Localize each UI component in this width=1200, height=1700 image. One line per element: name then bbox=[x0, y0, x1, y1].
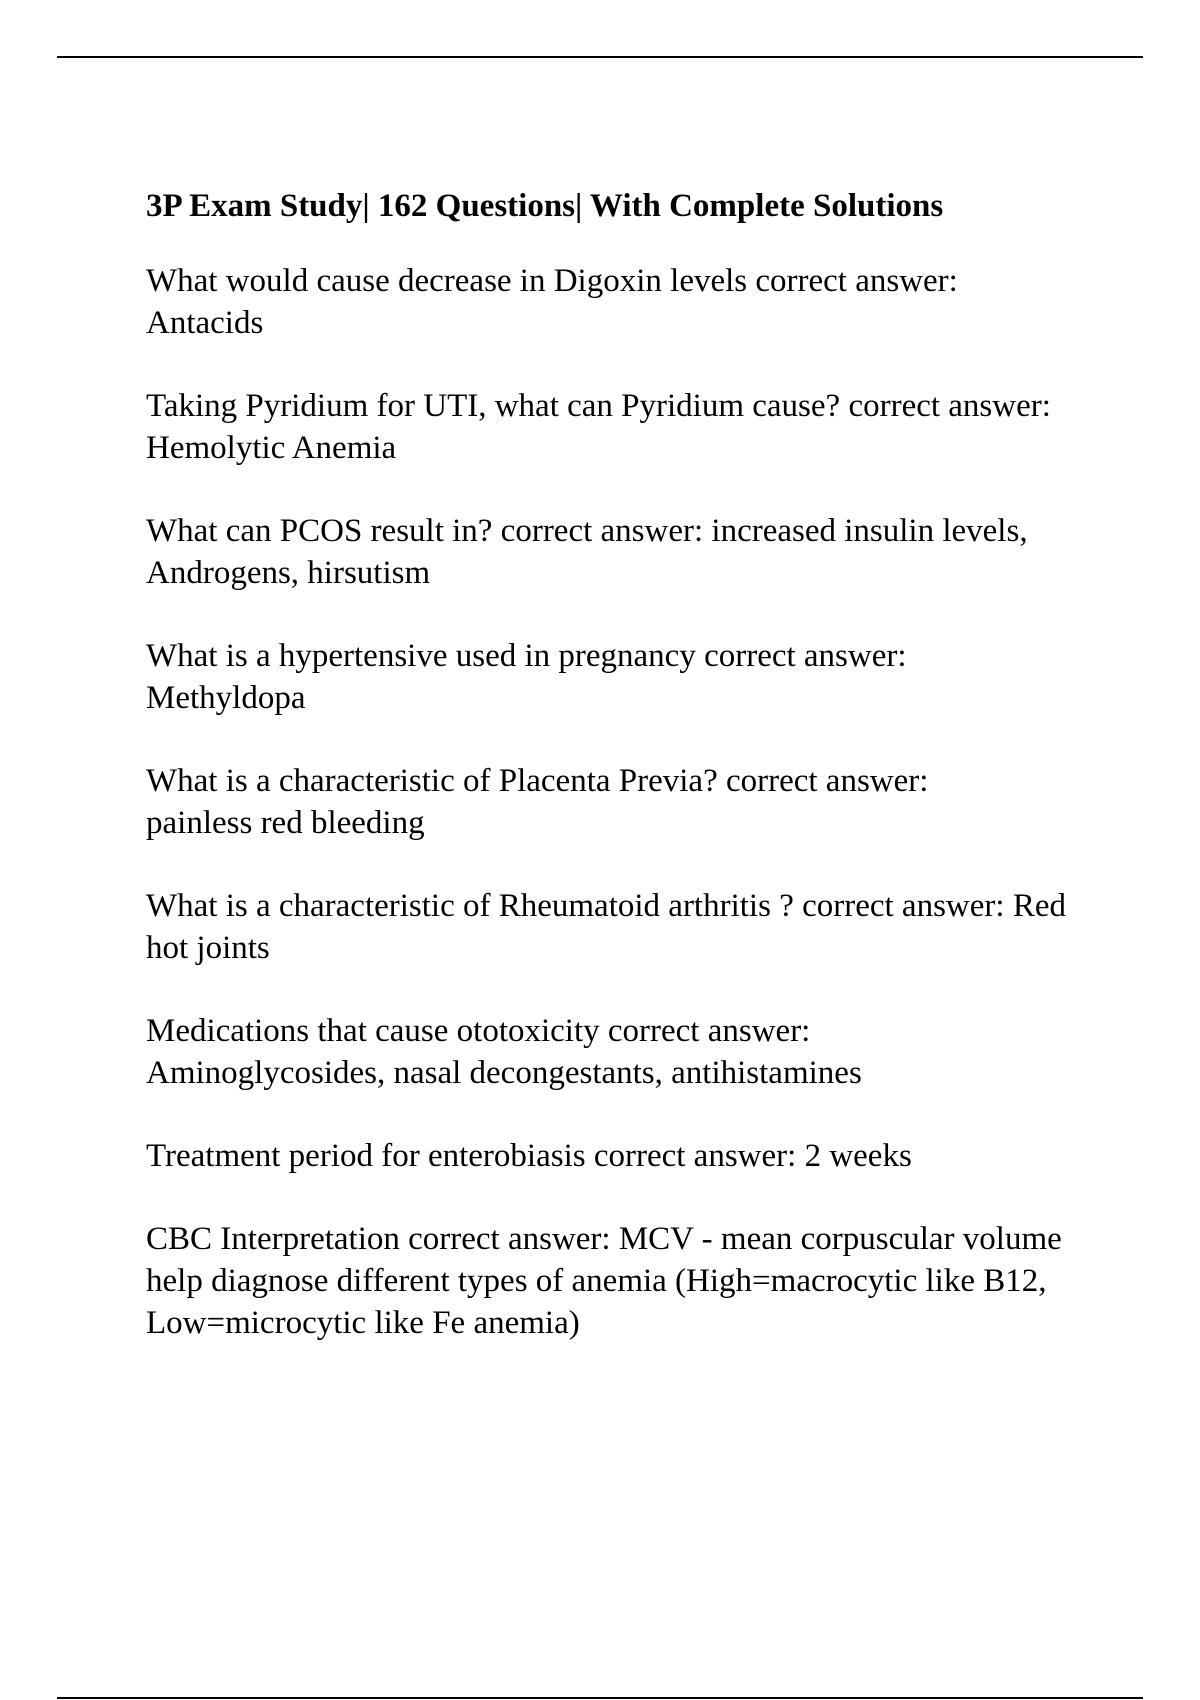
answer-text: painless red bleeding bbox=[146, 805, 425, 841]
top-rule bbox=[57, 56, 1143, 58]
qa-item bbox=[146, 1218, 1106, 1344]
qa-item bbox=[146, 385, 1106, 469]
answer-text: Red hot joints bbox=[146, 888, 1075, 966]
question-text: Treatment period for enterobiasis correct answer: bbox=[146, 1138, 797, 1174]
question-text: CBC Interpretation correct answer: bbox=[146, 1221, 611, 1257]
qa-item bbox=[146, 635, 1106, 719]
answer-text: Aminoglycosides, nasal decongestants, antihistamines bbox=[146, 1055, 862, 1091]
question-text: What is a characteristic of Placenta Previa? correct answer: bbox=[146, 763, 929, 799]
question-text: What is a characteristic of Rheumatoid arthritis ? correct answer: bbox=[146, 888, 1005, 924]
bottom-rule bbox=[57, 1697, 1143, 1699]
question-text: What can PCOS result in? correct answer: bbox=[146, 513, 704, 549]
qa-item bbox=[146, 1135, 1106, 1177]
answer-text: Hemolytic Anemia bbox=[146, 430, 397, 466]
qa-item bbox=[146, 510, 1106, 594]
question-text: What is a hypertensive used in pregnancy correct answer: bbox=[146, 638, 907, 674]
answer-text: 2 weeks bbox=[804, 1138, 912, 1174]
qa-item bbox=[146, 260, 1106, 344]
qa-item bbox=[146, 1010, 1106, 1094]
answer-text: Antacids bbox=[146, 305, 264, 341]
document-body bbox=[146, 186, 1106, 1385]
question-text: Taking Pyridium for UTI, what can Pyridium cause? correct answer: bbox=[146, 388, 1051, 424]
answer-text: MCV - mean corpuscular volume help diagnose different types of anemia (High=macrocytic like B12, Low=microcytic like Fe anemia) bbox=[146, 1221, 1071, 1341]
document-title: 3P Exam Study| 162 Questions| With Complete Solutions bbox=[146, 188, 944, 224]
question-text: What would cause decrease in Digoxin levels correct answer: bbox=[146, 263, 958, 299]
question-text: Medications that cause ototoxicity correct answer: bbox=[146, 1013, 811, 1049]
answer-text: Methyldopa bbox=[146, 680, 306, 716]
qa-item bbox=[146, 760, 1106, 844]
answer-text: increased insulin levels, Androgens, hirsutism bbox=[146, 513, 1035, 591]
qa-item bbox=[146, 885, 1106, 969]
